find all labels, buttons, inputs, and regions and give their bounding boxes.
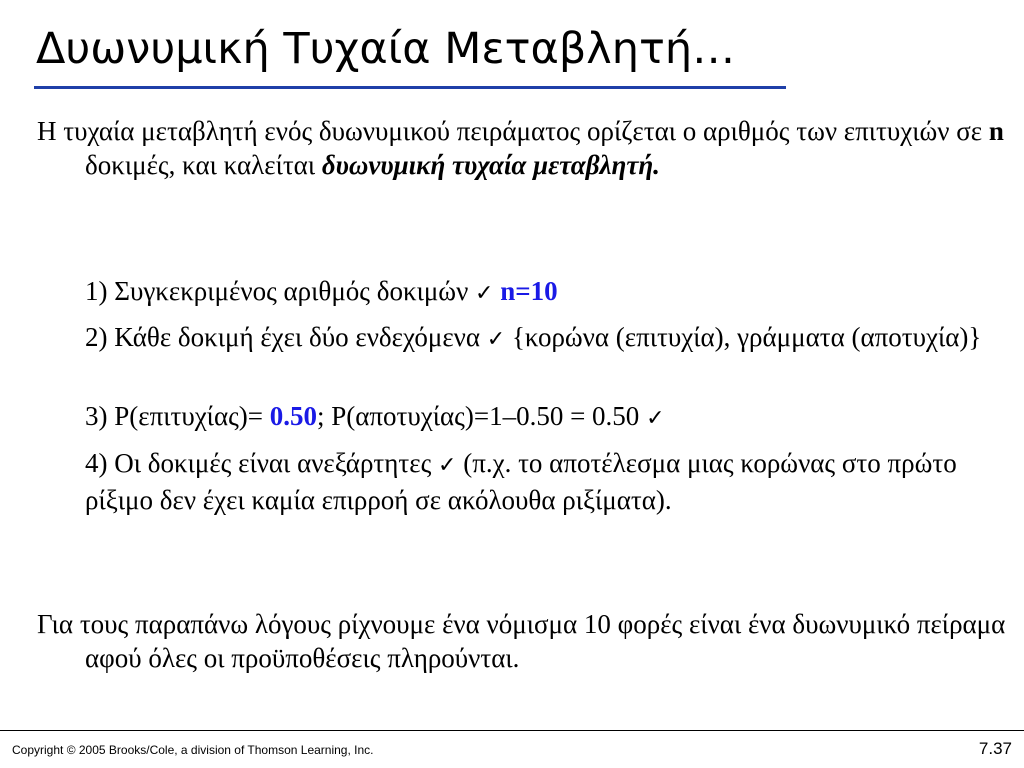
page-number: 7.37 bbox=[978, 739, 1012, 758]
check-icon: ✓ bbox=[646, 406, 665, 431]
item-2-text: 2) Κάθε δοκιμή έχει δύο ενδεχόμενα bbox=[85, 322, 487, 352]
item-1-highlight: n=10 bbox=[500, 276, 558, 306]
copyright-text: Copyright © 2005 Brooks/Cole, a division of Thomson Learning, Inc. bbox=[12, 743, 374, 757]
item-2-after: {κορώνα (επιτυχία), γράμματα (αποτυχία)} bbox=[505, 322, 982, 352]
title-underline bbox=[34, 86, 786, 89]
list-item-3 bbox=[85, 399, 985, 436]
intro-term: δυωνυμική τυχαία μεταβλητή. bbox=[321, 150, 660, 180]
intro-paragraph bbox=[37, 114, 1024, 182]
item-3-after: ; P(αποτυχίας)=1–0.50 = 0.50 bbox=[317, 401, 647, 431]
item-4-after: (π.χ. το αποτέλεσμα μιας κορώνας στο πρώτο ρίξιμο δεν έχει καμία επιρροή σε ακόλουθα ριξίματα). bbox=[85, 448, 957, 515]
intro-n: n bbox=[988, 116, 1004, 146]
item-1-text: 1) Συγκεκριμένος αριθμός δοκιμών bbox=[85, 276, 476, 306]
list-item-2 bbox=[85, 320, 985, 357]
check-icon: ✓ bbox=[438, 453, 457, 478]
intro-text-2: δοκιμές, και καλείται bbox=[85, 150, 322, 180]
conclusion-paragraph: Για τους παραπάνω λόγους ρίχνουμε ένα νόμισμα 10 φορές είναι ένα δυωνυμικό πείραμα αφού όλες οι προϋποθέσεις πληρούνται. bbox=[37, 609, 1006, 673]
item-4-text: 4) Οι δοκιμές είναι ανεξάρτητες bbox=[85, 448, 439, 478]
slide-title: Δυωνυμική Τυχαία Μεταβλητή… bbox=[36, 24, 736, 74]
check-icon: ✓ bbox=[475, 281, 494, 306]
list-item-4 bbox=[85, 446, 985, 517]
item-3-text: 3) P(επιτυχίας)= bbox=[85, 401, 270, 431]
list-item-1 bbox=[85, 274, 985, 311]
footer-divider bbox=[0, 730, 1024, 731]
check-icon: ✓ bbox=[486, 327, 506, 352]
item-3-highlight: 0.50 bbox=[269, 401, 318, 431]
intro-text-1: Η τυχαία μεταβλητή ενός δυωνυμικού πειράματος ορίζεται ο αριθμός των επιτυχιών σε bbox=[37, 116, 989, 146]
